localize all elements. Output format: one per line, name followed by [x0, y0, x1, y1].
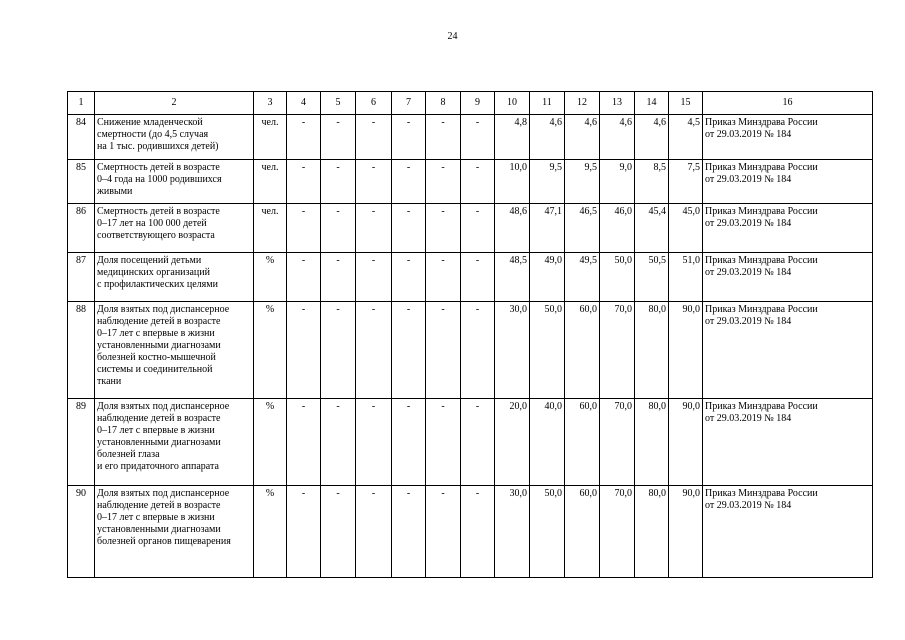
empty-value-cell: - — [321, 399, 356, 486]
empty-value-cell: - — [461, 204, 495, 253]
row-number: 85 — [68, 160, 95, 204]
value-cell: 48,6 — [495, 204, 530, 253]
empty-value-cell: - — [356, 115, 392, 160]
unit-cell: % — [254, 302, 287, 399]
column-header: 5 — [321, 92, 356, 115]
empty-value-cell: - — [321, 486, 356, 578]
indicators-table — [67, 91, 873, 578]
column-header: 11 — [530, 92, 565, 115]
value-cell: 4,6 — [635, 115, 669, 160]
empty-value-cell: - — [426, 486, 461, 578]
value-cell: 4,6 — [565, 115, 600, 160]
value-cell: 60,0 — [565, 486, 600, 578]
empty-value-cell: - — [287, 204, 321, 253]
empty-value-cell: - — [392, 160, 426, 204]
value-cell: 70,0 — [600, 399, 635, 486]
empty-value-cell: - — [461, 486, 495, 578]
source-cell: Приказ Минздрава России от 29.03.2019 № 184 — [703, 160, 873, 204]
unit-cell: чел. — [254, 115, 287, 160]
empty-value-cell: - — [321, 160, 356, 204]
value-cell: 9,5 — [530, 160, 565, 204]
value-cell: 46,5 — [565, 204, 600, 253]
row-number: 86 — [68, 204, 95, 253]
value-cell: 9,0 — [600, 160, 635, 204]
row-number: 87 — [68, 253, 95, 302]
column-header: 15 — [669, 92, 703, 115]
empty-value-cell: - — [356, 486, 392, 578]
empty-value-cell: - — [426, 399, 461, 486]
row-number: 89 — [68, 399, 95, 486]
empty-value-cell: - — [356, 302, 392, 399]
value-cell: 50,0 — [530, 302, 565, 399]
table-row — [68, 160, 873, 204]
unit-cell: % — [254, 399, 287, 486]
value-cell: 20,0 — [495, 399, 530, 486]
table-row — [68, 399, 873, 486]
empty-value-cell: - — [426, 160, 461, 204]
value-cell: 48,5 — [495, 253, 530, 302]
empty-value-cell: - — [356, 399, 392, 486]
empty-value-cell: - — [426, 204, 461, 253]
value-cell: 4,8 — [495, 115, 530, 160]
column-header: 2 — [95, 92, 254, 115]
indicator-name: Доля посещений детьми медицинских организаций с профилактических целями — [95, 253, 254, 302]
column-header: 7 — [392, 92, 426, 115]
empty-value-cell: - — [426, 115, 461, 160]
value-cell: 4,6 — [600, 115, 635, 160]
value-cell: 50,0 — [600, 253, 635, 302]
empty-value-cell: - — [461, 302, 495, 399]
value-cell: 80,0 — [635, 399, 669, 486]
column-header: 13 — [600, 92, 635, 115]
indicator-name: Доля взятых под диспансерное наблюдение детей в возрасте 0–17 лет с впервые в жизни установленными диагнозами болезней костно-мышечной системы и соединительной ткани — [95, 302, 254, 399]
value-cell: 50,0 — [530, 486, 565, 578]
column-header: 16 — [703, 92, 873, 115]
source-cell: Приказ Минздрава России от 29.03.2019 № 184 — [703, 302, 873, 399]
table-row — [68, 204, 873, 253]
source-cell: Приказ Минздрава России от 29.03.2019 № 184 — [703, 115, 873, 160]
source-cell: Приказ Минздрава России от 29.03.2019 № 184 — [703, 486, 873, 578]
indicator-name: Смертность детей в возрасте 0–17 лет на 100 000 детей соответствующего возраста — [95, 204, 254, 253]
column-header: 6 — [356, 92, 392, 115]
empty-value-cell: - — [321, 204, 356, 253]
value-cell: 30,0 — [495, 486, 530, 578]
empty-value-cell: - — [392, 486, 426, 578]
column-header: 4 — [287, 92, 321, 115]
value-cell: 4,6 — [530, 115, 565, 160]
unit-cell: чел. — [254, 160, 287, 204]
value-cell: 70,0 — [600, 486, 635, 578]
value-cell: 7,5 — [669, 160, 703, 204]
indicator-name: Смертность детей в возрасте 0–4 года на 1000 родившихся живыми — [95, 160, 254, 204]
empty-value-cell: - — [356, 253, 392, 302]
unit-cell: чел. — [254, 204, 287, 253]
column-header: 1 — [68, 92, 95, 115]
header-row — [68, 92, 873, 115]
empty-value-cell: - — [461, 160, 495, 204]
row-number: 84 — [68, 115, 95, 160]
value-cell: 49,5 — [565, 253, 600, 302]
table-row — [68, 486, 873, 578]
indicator-name: Доля взятых под диспансерное наблюдение детей в возрасте 0–17 лет с впервые в жизни установленными диагнозами болезней глаза и его придаточного аппарата — [95, 399, 254, 486]
value-cell: 50,5 — [635, 253, 669, 302]
indicator-name: Доля взятых под диспансерное наблюдение детей в возрасте 0–17 лет с впервые в жизни установленными диагнозами болезней органов пищеварения — [95, 486, 254, 578]
value-cell: 9,5 — [565, 160, 600, 204]
value-cell: 90,0 — [669, 486, 703, 578]
indicator-name: Снижение младенческой смертности (до 4,5 случая на 1 тыс. родившихся детей) — [95, 115, 254, 160]
value-cell: 60,0 — [565, 399, 600, 486]
source-cell: Приказ Минздрава России от 29.03.2019 № 184 — [703, 253, 873, 302]
empty-value-cell: - — [287, 486, 321, 578]
table-row — [68, 115, 873, 160]
row-number: 90 — [68, 486, 95, 578]
column-header: 9 — [461, 92, 495, 115]
empty-value-cell: - — [426, 302, 461, 399]
empty-value-cell: - — [287, 160, 321, 204]
column-header: 10 — [495, 92, 530, 115]
empty-value-cell: - — [392, 204, 426, 253]
value-cell: 80,0 — [635, 302, 669, 399]
value-cell: 40,0 — [530, 399, 565, 486]
empty-value-cell: - — [287, 399, 321, 486]
column-header: 14 — [635, 92, 669, 115]
column-header: 12 — [565, 92, 600, 115]
empty-value-cell: - — [392, 302, 426, 399]
value-cell: 4,5 — [669, 115, 703, 160]
empty-value-cell: - — [461, 399, 495, 486]
page-number: 24 — [447, 31, 458, 42]
unit-cell: % — [254, 486, 287, 578]
source-cell: Приказ Минздрава России от 29.03.2019 № 184 — [703, 399, 873, 486]
value-cell: 45,0 — [669, 204, 703, 253]
value-cell: 70,0 — [600, 302, 635, 399]
value-cell: 8,5 — [635, 160, 669, 204]
empty-value-cell: - — [356, 160, 392, 204]
value-cell: 46,0 — [600, 204, 635, 253]
empty-value-cell: - — [392, 399, 426, 486]
empty-value-cell: - — [356, 204, 392, 253]
empty-value-cell: - — [461, 115, 495, 160]
value-cell: 51,0 — [669, 253, 703, 302]
empty-value-cell: - — [287, 302, 321, 399]
empty-value-cell: - — [287, 115, 321, 160]
value-cell: 80,0 — [635, 486, 669, 578]
value-cell: 90,0 — [669, 302, 703, 399]
empty-value-cell: - — [426, 253, 461, 302]
unit-cell: % — [254, 253, 287, 302]
value-cell: 30,0 — [495, 302, 530, 399]
value-cell: 45,4 — [635, 204, 669, 253]
empty-value-cell: - — [321, 115, 356, 160]
source-cell: Приказ Минздрава России от 29.03.2019 № 184 — [703, 204, 873, 253]
empty-value-cell: - — [392, 253, 426, 302]
column-header: 3 — [254, 92, 287, 115]
empty-value-cell: - — [461, 253, 495, 302]
value-cell: 10,0 — [495, 160, 530, 204]
column-header: 8 — [426, 92, 461, 115]
table-row — [68, 302, 873, 399]
row-number: 88 — [68, 302, 95, 399]
value-cell: 60,0 — [565, 302, 600, 399]
table-row — [68, 253, 873, 302]
value-cell: 90,0 — [669, 399, 703, 486]
empty-value-cell: - — [287, 253, 321, 302]
value-cell: 47,1 — [530, 204, 565, 253]
empty-value-cell: - — [321, 302, 356, 399]
value-cell: 49,0 — [530, 253, 565, 302]
empty-value-cell: - — [392, 115, 426, 160]
empty-value-cell: - — [321, 253, 356, 302]
